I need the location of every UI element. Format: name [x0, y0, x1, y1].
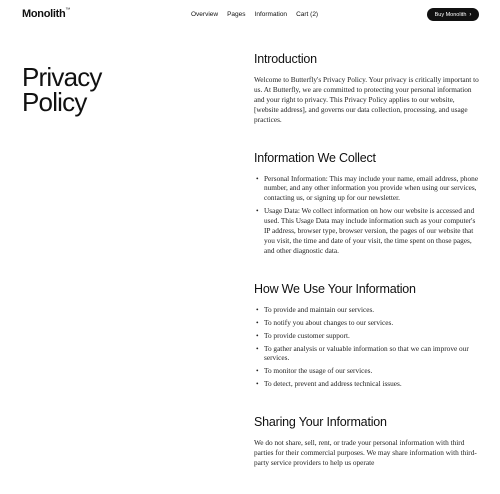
chevron-right-icon: ›: [469, 11, 472, 18]
list-item: • To provide customer support.: [254, 331, 480, 341]
section-how-we-use: [254, 282, 480, 389]
list-item: • To notify you about changes to our services.: [254, 318, 480, 328]
logo[interactable]: [22, 8, 70, 20]
page-title-line2: Policy: [22, 87, 87, 118]
list-item: • To detect, prevent and address technical issues.: [254, 379, 480, 389]
buy-monolith-button[interactable]: [427, 8, 479, 21]
section-body: We do not share, sell, rent, or trade your personal information with third parties for their commercial purposes. We may share information with third-party service providers to help us operate: [254, 438, 477, 467]
list-item: • Usage Data: We collect information on how our website is accessed and used. This Usage Data may include information such as your computer's IP address, browser type, browser version, the pages of our website that you visit, the time and date of your visit, the time spent on those pages, and other diagnostic data.: [254, 206, 480, 256]
section-body: Welcome to Butterfly's Privacy Policy. Your privacy is critically important to us. At Butterfly, we are committed to protecting your personal information and your right to privacy. This Privacy Policy applies to our website, [website address], and governs our data collection, processing, and usage practices.: [254, 75, 479, 124]
nav-links: [191, 11, 327, 18]
section-information-we-collect: [254, 151, 480, 256]
buy-button-label: Buy Monolith: [434, 11, 467, 18]
trademark-mark: ™: [65, 7, 71, 13]
section-heading: How We Use Your Information: [254, 281, 416, 296]
bullet-list: [254, 305, 480, 389]
section-introduction: [254, 52, 480, 125]
section-heading: Information We Collect: [254, 150, 376, 165]
section-heading: Introduction: [254, 52, 317, 66]
page-title: [22, 62, 172, 118]
bullet-list: [254, 174, 480, 256]
section-heading: Sharing Your Information: [254, 415, 387, 430]
nav-link-pages[interactable]: Pages: [227, 11, 246, 18]
top-navbar: [0, 0, 500, 30]
list-item: • Personal Information: This may include your name, email address, phone number, and any other information you provide when using our services, contacting us, or signing up for our newsletter.: [254, 174, 480, 204]
section-sharing: [254, 415, 480, 468]
nav-link-cart[interactable]: Cart (2): [296, 11, 319, 18]
list-item: • To monitor the usage of our services.: [254, 366, 480, 376]
logo-text: Monolith: [22, 8, 66, 20]
nav-link-information[interactable]: Information: [254, 11, 288, 18]
list-item: • To provide and maintain our services.: [254, 305, 480, 315]
page-title-line1: Privacy: [22, 62, 102, 93]
nav-link-overview[interactable]: Overview: [191, 11, 219, 18]
list-item: • To gather analysis or valuable information so that we can improve our services.: [254, 344, 480, 364]
policy-content: [254, 52, 480, 494]
